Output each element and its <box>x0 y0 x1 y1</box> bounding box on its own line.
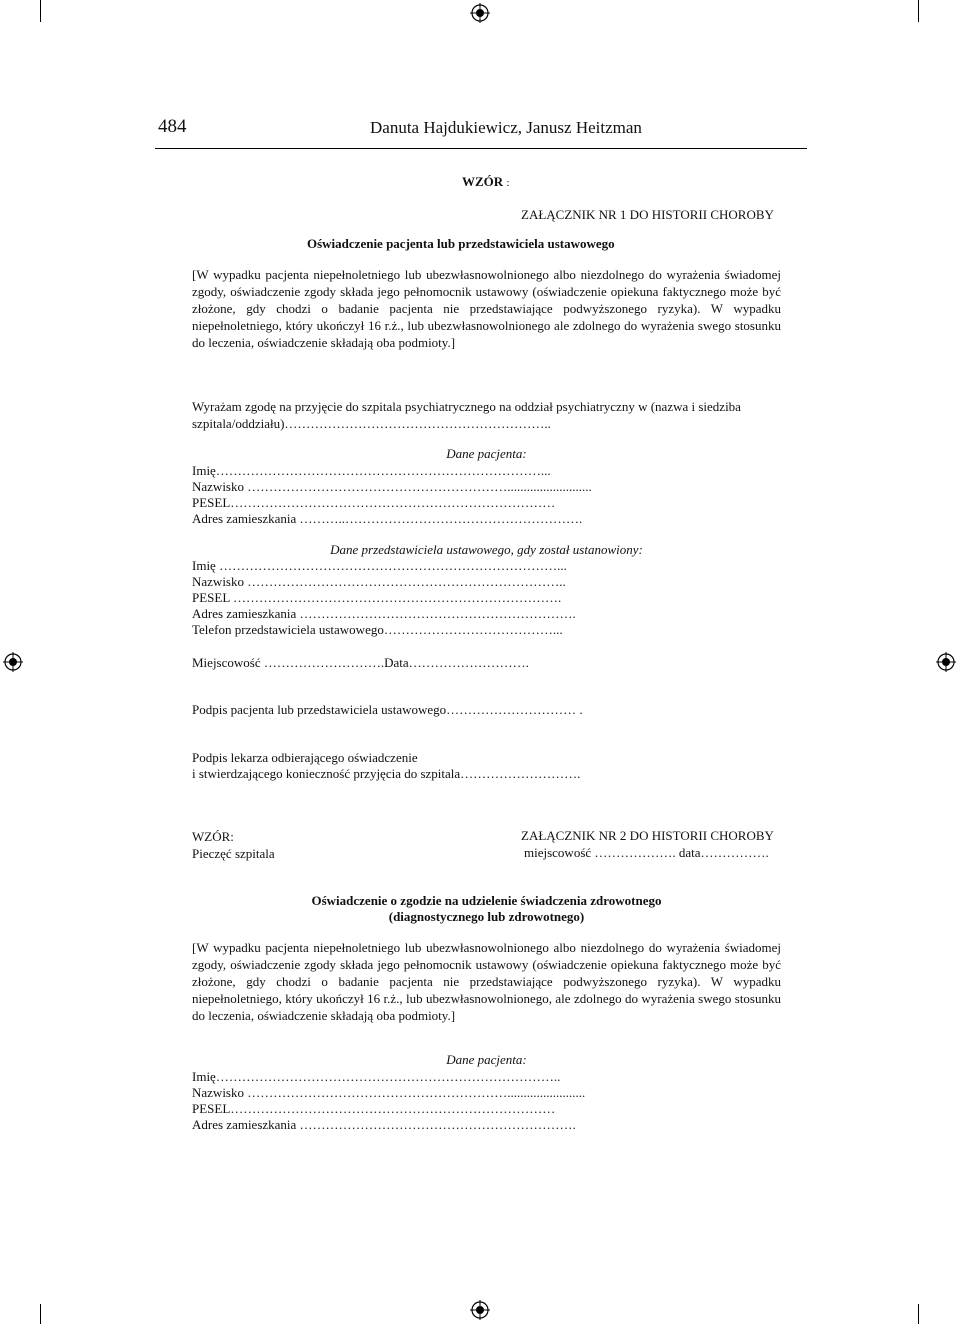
form1-title: Oświadczenie pacjenta lub przedstawiciela ustawowego <box>307 236 615 251</box>
form1-patient-pesel-field[interactable]: PESEL………………………………………………………………… <box>192 495 556 510</box>
form2-attachment: ZAŁĄCZNIK NR 2 DO HISTORII CHOROBY <box>521 828 774 843</box>
form2-patient-heading: Dane pacjenta: <box>446 1052 527 1067</box>
form1-doctor-signature-line1: Podpis lekarza odbierającego oświadczenie <box>192 750 418 765</box>
form2-intro <box>192 939 781 1024</box>
form2-intro-line: złożone, gdy chodzi o badanie pacjenta nie przedstawiające podwyższonego ryzyka). W wypadku <box>192 974 781 989</box>
form2-intro-line: zgody, oświadczenie zgody składa jego pełnomocnik ustawowy (oświadczenie opiekuna faktycznego może być <box>192 957 781 972</box>
form1-patient-heading: Dane pacjenta: <box>446 446 527 461</box>
form1-patient-signature-field[interactable]: Podpis pacjenta lub przedstawiciela ustawowego………………………… . <box>192 702 583 717</box>
form2-wzor-label: WZÓR: <box>192 829 234 844</box>
form1-rep-pesel-field[interactable]: PESEL …………………………………………………………………. <box>192 590 562 605</box>
form1-intro-line: niepełnoletniego, który ukończył 16 r.ż., lub ubezwłasnowolnionego ale zdolnego do wyrażenia swego stosunku <box>192 318 781 333</box>
form1-place-date-field[interactable]: Miejscowość ……………………….Data………………………. <box>192 655 529 670</box>
form2-stamp-label: Pieczęć szpitala <box>192 846 275 861</box>
page-number: 484 <box>158 116 187 137</box>
form1-rep-phone-field[interactable]: Telefon przedstawiciela ustawowego…………………………………... <box>192 622 563 637</box>
form1-patient-address-field[interactable]: Adres zamieszkania ………..………………………………………………. <box>192 511 583 526</box>
registration-mark-right-icon <box>936 652 956 672</box>
form1-wzor-colon: : <box>506 177 510 189</box>
crop-mark-top-left <box>40 0 41 22</box>
form2-patient-last-name-field[interactable]: Nazwisko ……………………………………………………........................ <box>192 1085 586 1100</box>
form2-intro-line: [W wypadku pacjenta niepełnoletniego lub ubezwłasnowolnionego albo niezdolnego do wyrażenia świadomej <box>192 940 781 955</box>
form2-title-line2: (diagnostycznego lub zdrowotnego) <box>388 909 585 924</box>
form1-rep-last-name-field[interactable]: Nazwisko ……………………………………………………………….. <box>192 574 566 589</box>
crop-mark-bottom-left <box>40 1304 41 1324</box>
registration-mark-left-icon <box>3 652 23 672</box>
form1-doctor-signature-field[interactable]: i stwierdzającego konieczność przyjęcia do szpitala………………………. <box>192 766 581 781</box>
form1-intro-line: złożone, gdy chodzi o badanie pacjenta nie przedstawiające podwyższonego ryzyka). W wypadku <box>192 301 781 316</box>
form1-intro-line: do leczenia, oświadczenie składają oba podmioty.] <box>192 335 456 350</box>
form1-consent-line2: szpitala/oddziału)…………………………………………………….. <box>192 416 551 431</box>
form1-intro <box>192 266 781 351</box>
crop-mark-bottom-right <box>918 1304 919 1324</box>
form1-attachment: ZAŁĄCZNIK NR 1 DO HISTORII CHOROBY <box>521 207 774 222</box>
form1-intro-line: [W wypadku pacjenta niepełnoletniego lub ubezwłasnowolnionego albo niezdolnego do wyrażenia świadomej <box>192 267 781 282</box>
form1-wzor <box>462 174 509 192</box>
form1-patient-last-name-field[interactable]: Nazwisko …………………………………………………….......................... <box>192 479 592 494</box>
form1-rep-first-name-field[interactable]: Imię ……………………………………………………………………... <box>192 558 567 573</box>
form2-intro-line: niepełnoletniego, który ukończył 16 r.ż., lub ubezwłasnowolnionego, ale zdolnego do wyrażenia swego stosunku <box>192 991 781 1006</box>
registration-mark-bottom-icon <box>470 1300 490 1320</box>
form1-consent-line1: Wyrażam zgodę na przyjęcie do szpitala psychiatrycznego na oddział psychiatryczny w (nazwa i siedziba <box>192 399 741 414</box>
header-rule <box>155 148 807 149</box>
form2-place-date-field[interactable]: miejscowość ………………. data……………. <box>524 845 769 860</box>
registration-mark-top-icon <box>470 3 490 23</box>
form1-patient-first-name-field[interactable]: Imię…………………………………………………………………... <box>192 463 551 478</box>
form1-rep-heading: Dane przedstawiciela ustawowego, gdy został ustanowiony: <box>330 542 643 557</box>
form1-rep-address-field[interactable]: Adres zamieszkania ………………………………………………………. <box>192 606 576 621</box>
form2-intro-line: do leczenia, oświadczenie składają oba podmioty.] <box>192 1008 456 1023</box>
form2-patient-first-name-field[interactable]: Imię…………………………………………………………………….. <box>192 1069 561 1084</box>
running-header-authors: Danuta Hajdukiewicz, Janusz Heitzman <box>370 118 642 137</box>
form1-wzor-label: WZÓR <box>462 174 504 189</box>
crop-mark-top-right <box>918 0 919 22</box>
form2-patient-pesel-field[interactable]: PESEL………………………………………………………………… <box>192 1101 556 1116</box>
form2-patient-address-field[interactable]: Adres zamieszkania ………………………………………………………. <box>192 1117 576 1132</box>
form1-intro-line: zgody, oświadczenie zgody składa jego pełnomocnik ustawowy (oświadczenie opiekuna faktycznego może być <box>192 284 781 299</box>
form2-title-line1: Oświadczenie o zgodzie na udzielenie świadczenia zdrowotnego <box>311 893 662 908</box>
